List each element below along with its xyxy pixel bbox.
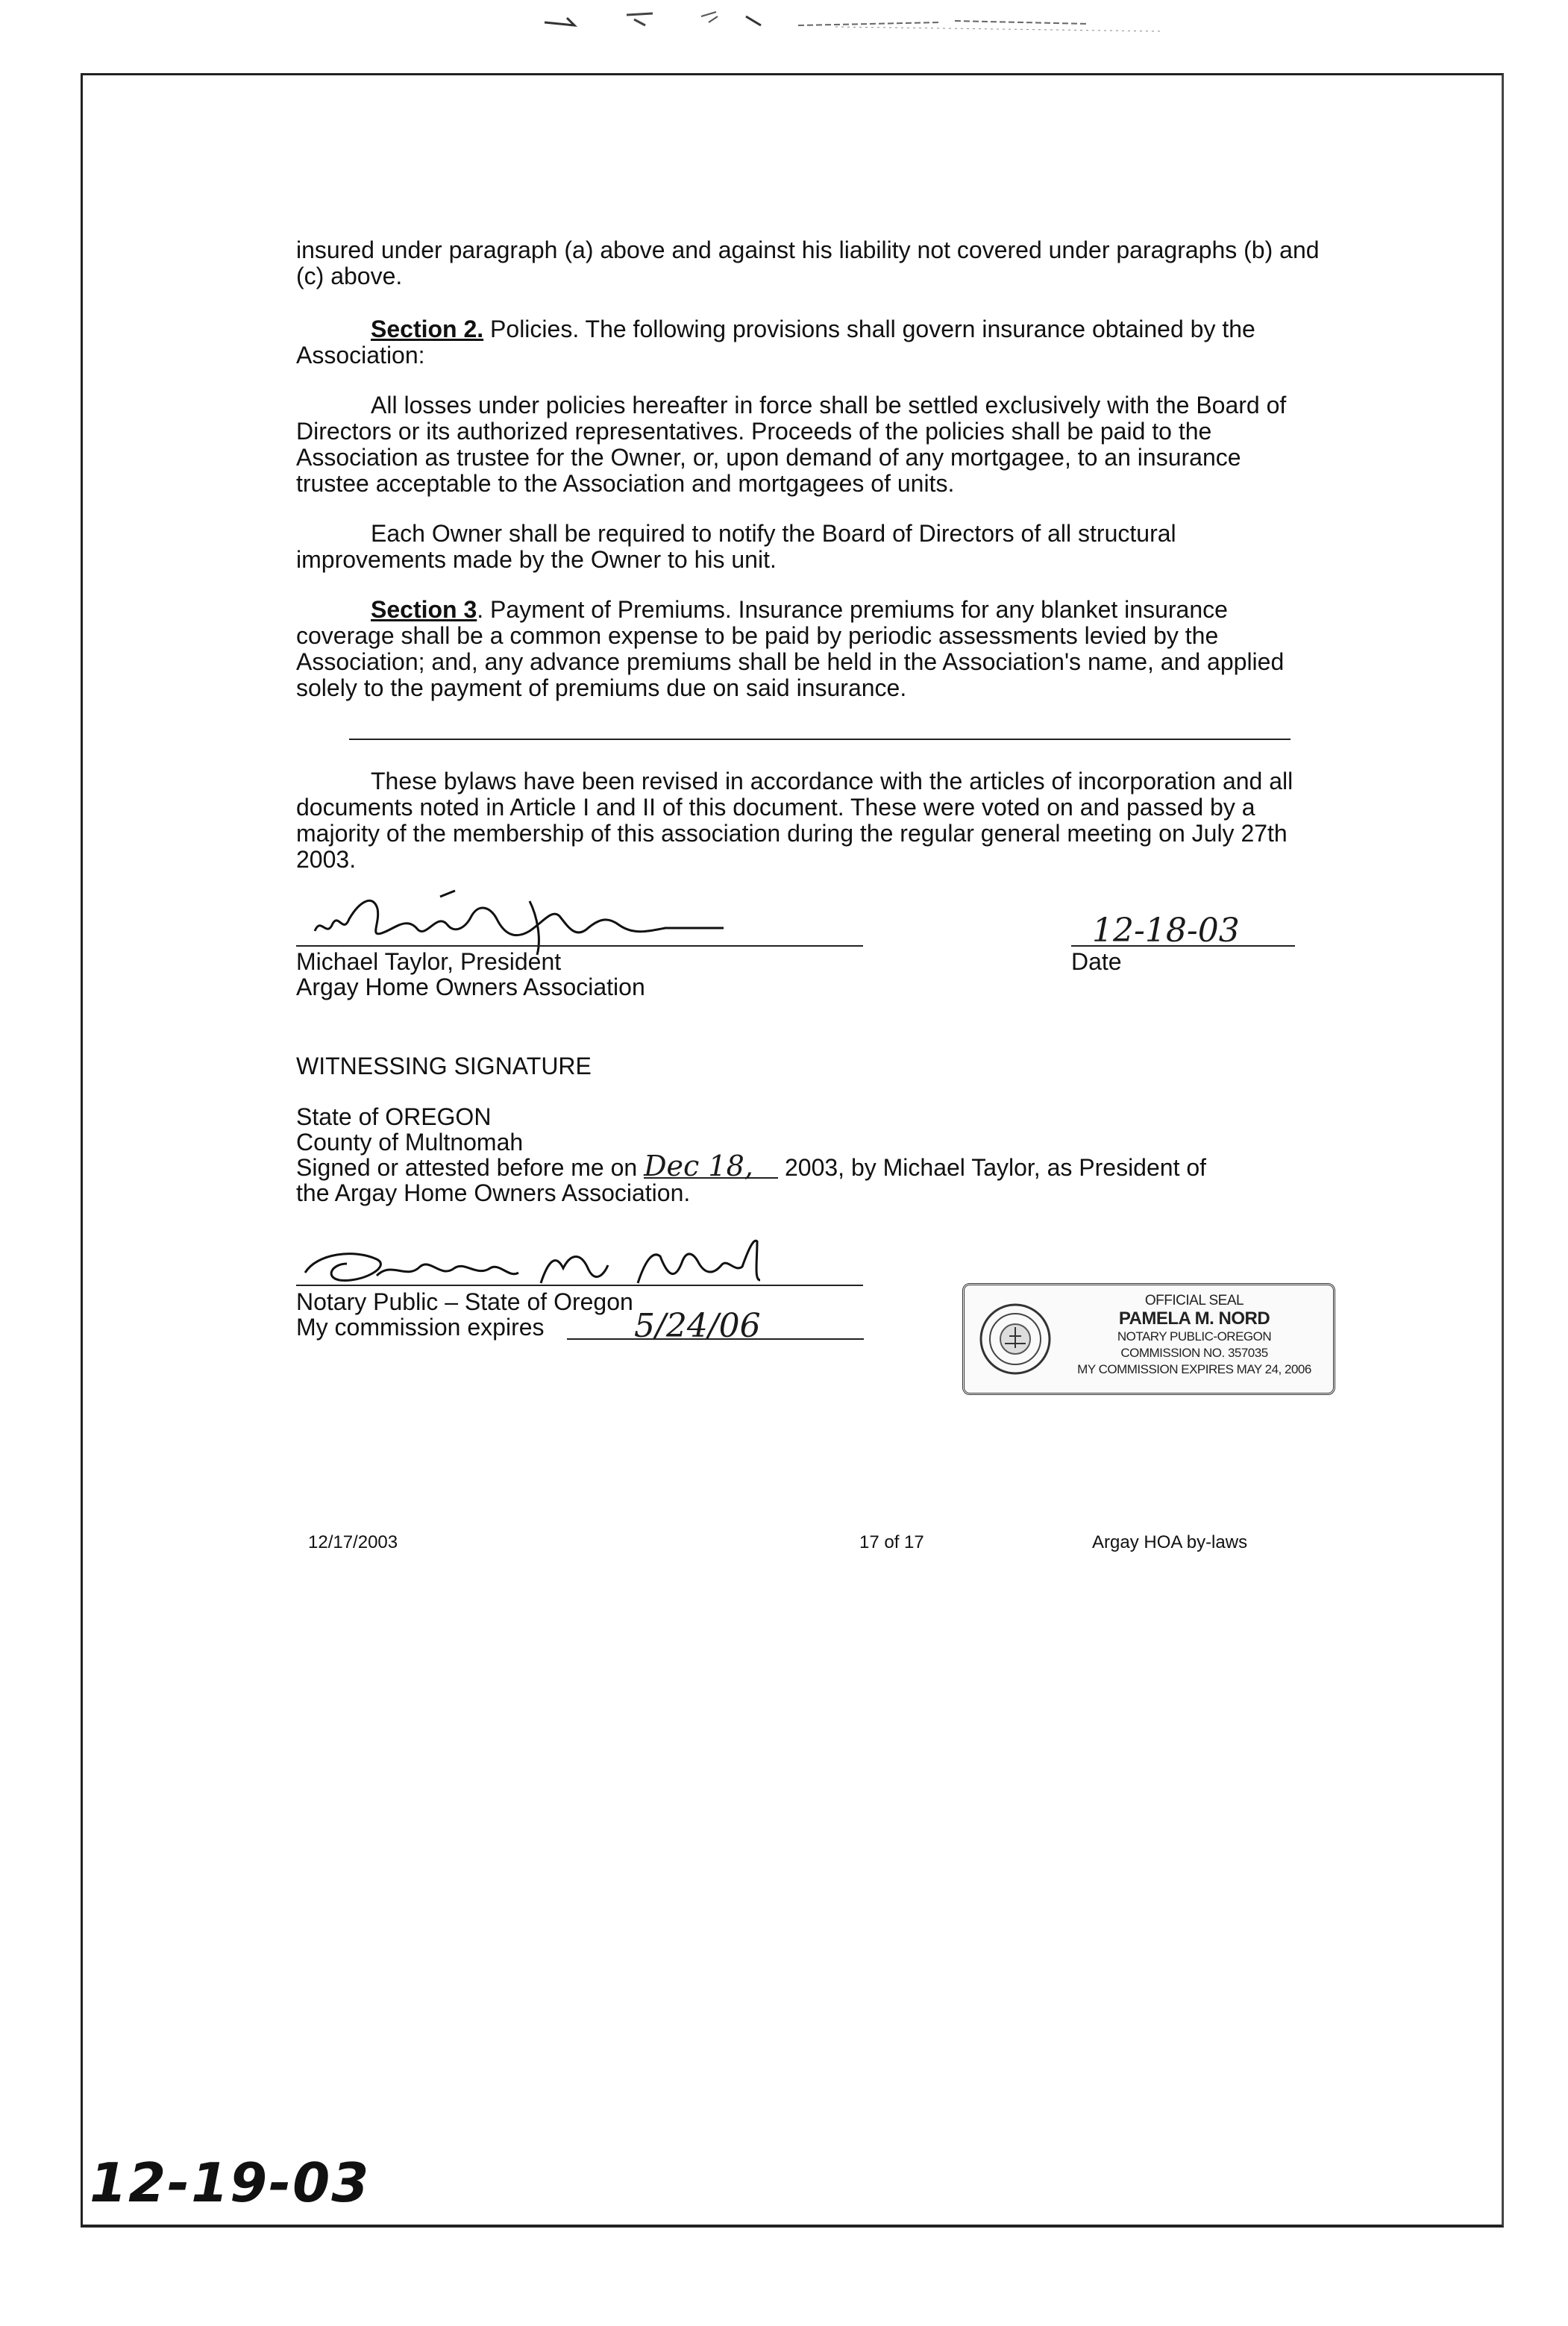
paragraph-losses: All losses under policies hereafter in force shall be settled exclusively with the Board of Directors or its authorized representatives. Proceeds of the policies shall be paid to the Association as trustee for the Owner, or, upon demand of any mortgagee, to an insurance trustee acceptable to the Association and mortgagees of units. <box>296 392 1287 497</box>
attest-suffix: 2003, by Michael Taylor, as President of <box>778 1154 1207 1181</box>
seal-name: PAMELA M. NORD <box>1118 1308 1270 1329</box>
footer-document-name: Argay HOA by-laws <box>1092 1532 1248 1552</box>
commission-expiry-handwritten: 5/24/06 <box>634 1307 761 1345</box>
signer-organization: Argay Home Owners Association <box>296 974 645 1000</box>
section-3-heading: Section 3 <box>371 596 477 623</box>
handwritten-date: 12-18-03 <box>1092 912 1240 950</box>
signature-mark <box>306 886 738 958</box>
attest-line <box>296 1150 1207 1182</box>
witness-county: County of Multnomah <box>296 1129 524 1156</box>
commission-expiry-line <box>567 1338 864 1340</box>
date-line <box>1071 945 1295 947</box>
received-date-stamp: 12-19-03 <box>90 2151 371 2214</box>
section-2-text: Policies. The following provisions shall govern insurance obtained by the Association: <box>296 316 1255 369</box>
attest-line-2: the Argay Home Owners Association. <box>296 1179 691 1206</box>
scan-artifacts <box>522 6 1179 36</box>
horizontal-rule <box>349 739 1291 740</box>
paragraph-bylaws-revised: These bylaws have been revised in accordance with the articles of incorporation and all documents noted in Article I and II of this document. These were voted on and passed by a majority of the membership of this association during the regular general meeting on July 27th 2003. <box>296 768 1293 873</box>
oregon-seal-emblem-icon <box>978 1302 1053 1376</box>
notary-label: Notary Public – State of Oregon <box>296 1288 633 1315</box>
paragraph-section-3 <box>296 597 1320 701</box>
signer-name: Michael Taylor, President <box>296 948 562 975</box>
paragraph-section-2 <box>296 316 1320 369</box>
notary-official-seal <box>962 1283 1335 1395</box>
attest-handwritten-date: Dec 18, <box>644 1155 778 1179</box>
date-label: Date <box>1071 948 1122 975</box>
seal-title: OFFICIAL SEAL <box>1144 1293 1244 1308</box>
section-2-heading: Section 2. <box>371 316 484 342</box>
notary-signature-line <box>296 1285 863 1286</box>
witness-state: State of OREGON <box>296 1103 492 1130</box>
footer-date: 12/17/2003 <box>308 1532 398 1552</box>
paragraph-continuation: insured under paragraph (a) above and against his liability not covered under paragraphs (b) and (c) above. <box>296 236 1320 289</box>
witness-heading: WITNESSING SIGNATURE <box>296 1053 592 1079</box>
seal-line-1: NOTARY PUBLIC-OREGON <box>1117 1329 1272 1344</box>
president-signature-line <box>296 945 863 947</box>
seal-line-3: MY COMMISSION EXPIRES MAY 24, 2006 <box>1077 1362 1311 1376</box>
commission-label: My commission expires <box>296 1314 545 1341</box>
attest-prefix: Signed or attested before me on <box>296 1154 645 1181</box>
section-3-text: . Payment of Premiums. Insurance premiums for any blanket insurance coverage shall be a common expense to be paid by periodic assessments levied by the Association; and, any advance premiums shall be held in the Association's name, and applied solely to the payment of premiums due on said insurance. <box>296 596 1285 701</box>
paragraph-owner-notify: Each Owner shall be required to notify the Board of Directors of all structural improvements made by the Owner to his unit. <box>296 520 1176 573</box>
seal-line-2: COMMISSION NO. 357035 <box>1120 1346 1268 1360</box>
footer-page-number: 17 of 17 <box>859 1532 924 1552</box>
